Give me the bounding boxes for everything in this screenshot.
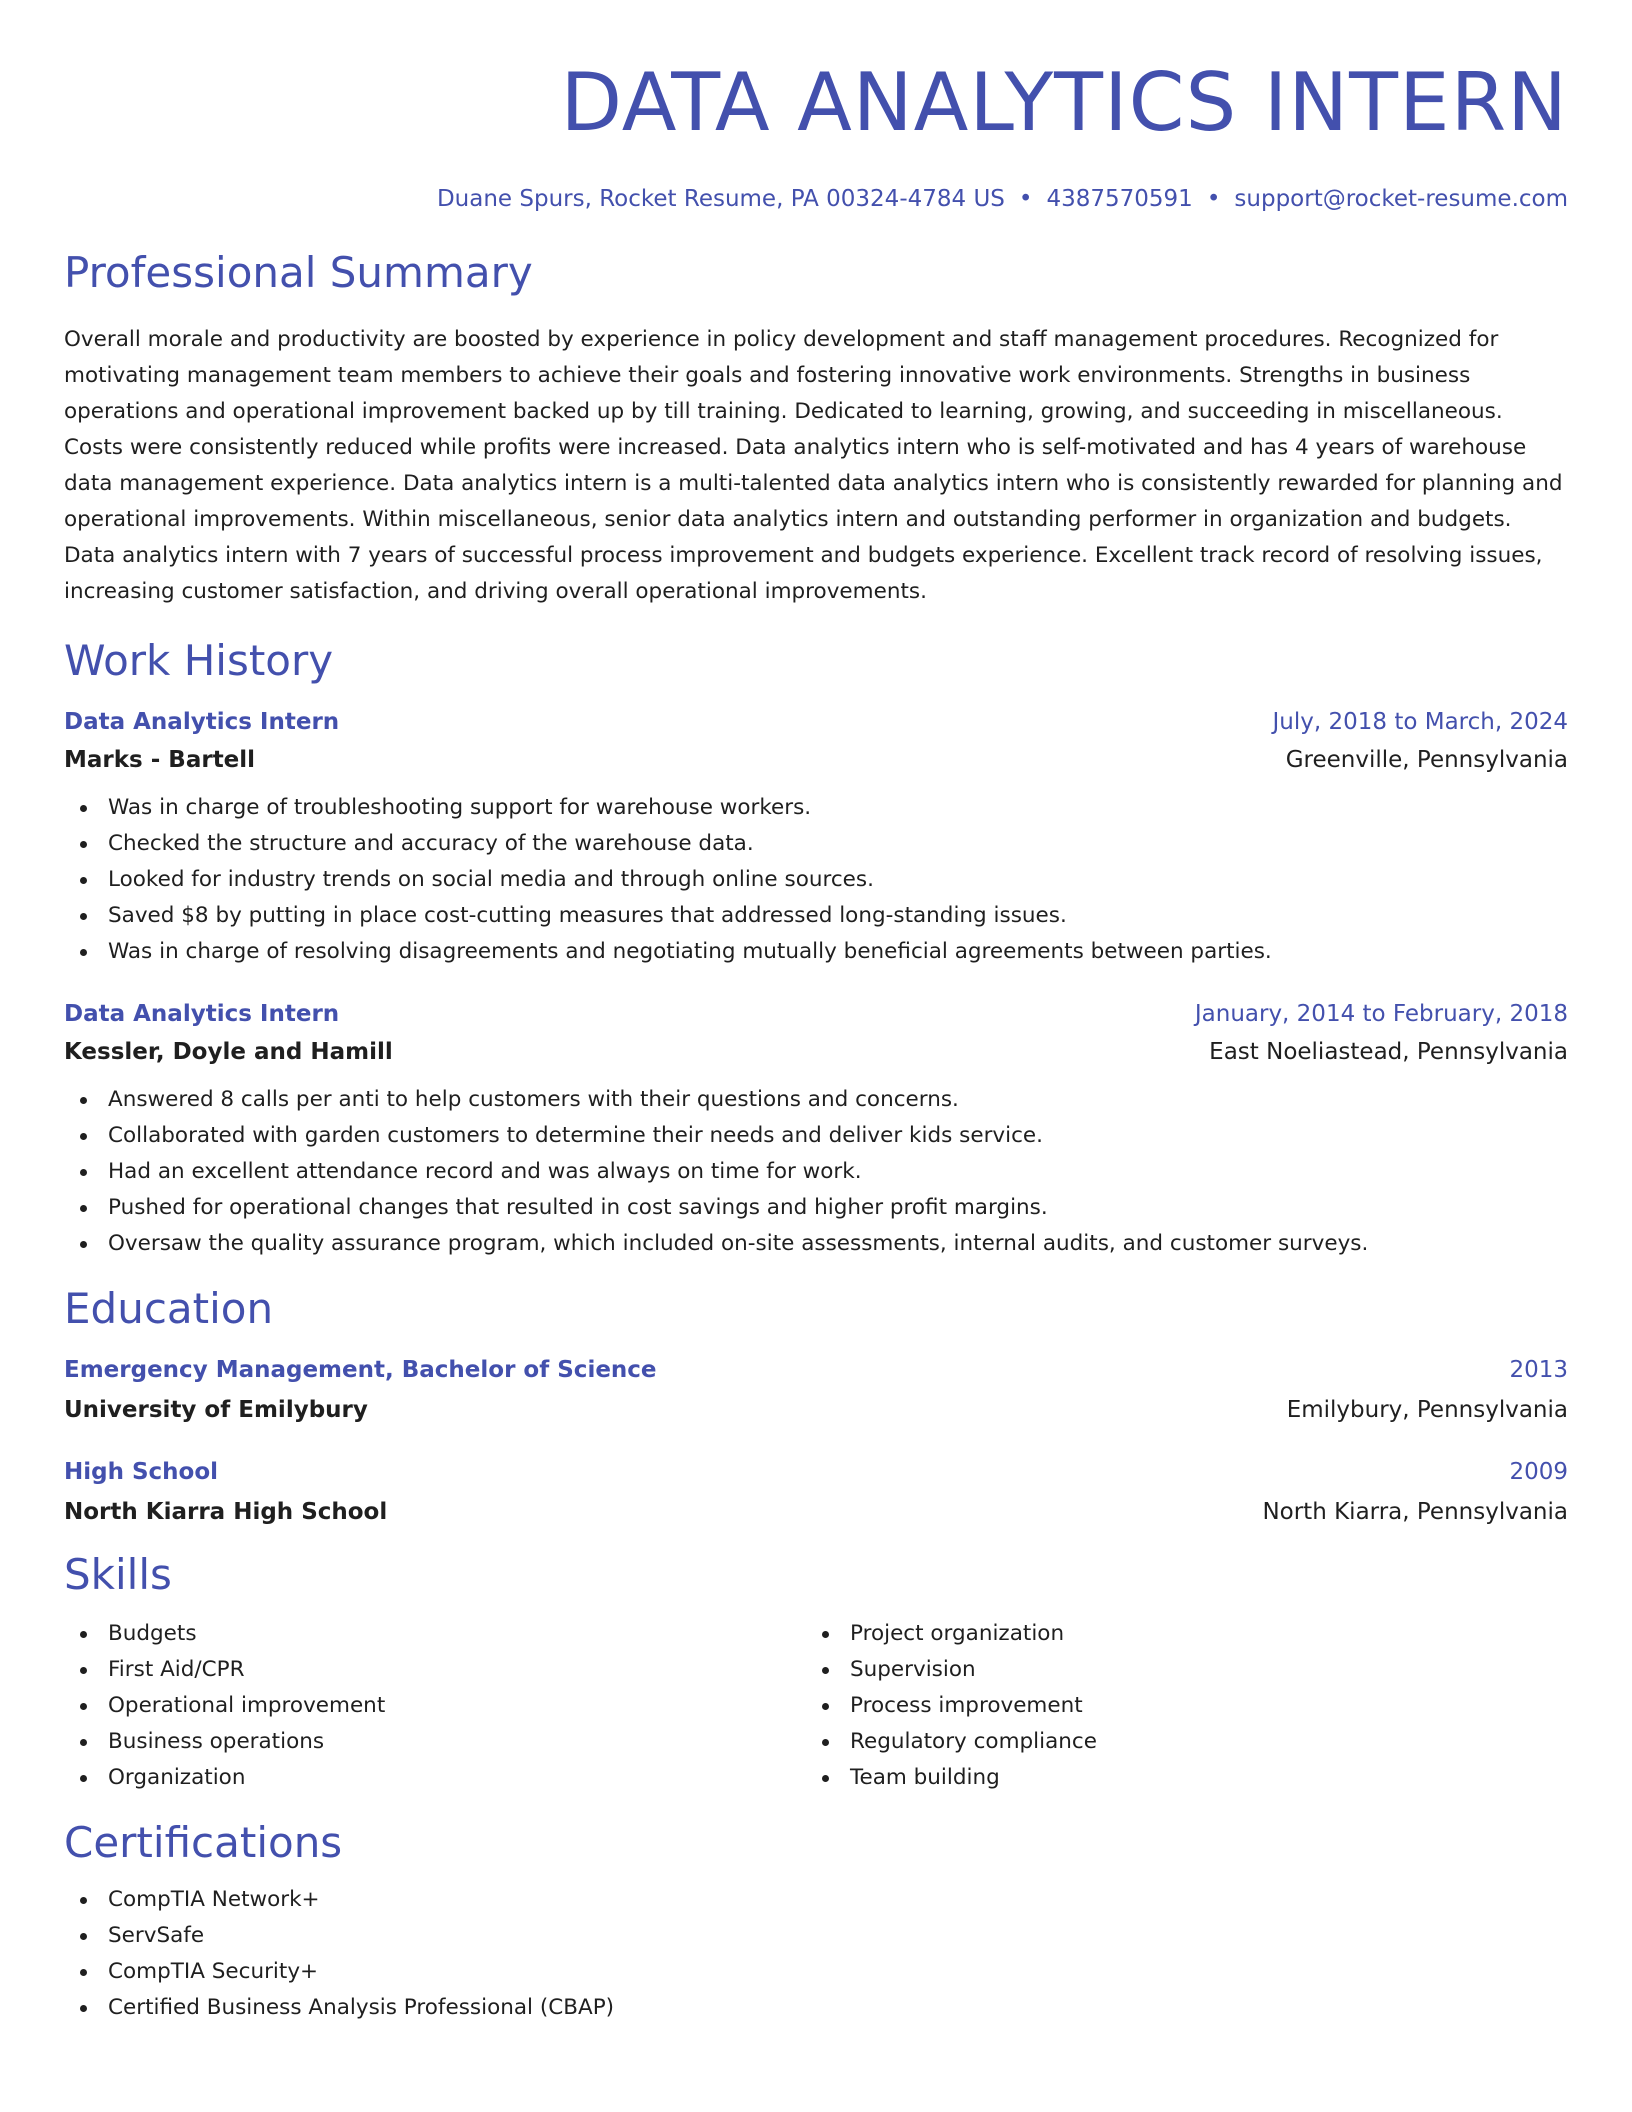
summary-text: Overall morale and productivity are boosted by experience in policy development and staff management procedures. Recognized for motivating management team members to achieve their goals and fostering innovative work environments. Strengths in business operations and operational improvement backed up by till training. Dedicated to learning, growing, and succeeding in miscellaneous. Costs were consistently reduced while profits were increased. Data analytics intern who is self-motivated and has 4 years of warehouse data management experience. Data analytics intern is a multi-talented data analytics intern who is consistently rewarded for planning and operational improvements. Within miscellaneous, senior data analytics intern and outstanding performer in organization and budgets. Data analytics intern with 7 years of successful process improvement and budgets experience. Excellent track record of resolving issues, increasing customer satisfaction, and driving overall operational improvements. — [64, 327, 1563, 604]
list-item: Saved $8 by putting in place cost-cutting measures that addressed long-standing issues. — [64, 898, 1568, 934]
list-item: Operational improvement — [64, 1688, 806, 1724]
job-entry — [64, 706, 1568, 970]
skills-heading: Skills — [64, 1550, 172, 1599]
education-entry — [64, 1456, 1568, 1528]
job-company-row — [64, 744, 1568, 776]
contact-separator: • — [1206, 186, 1221, 212]
list-item: Was in charge of troubleshooting support for warehouse workers. — [64, 790, 1568, 826]
job-dates: July, 2018 to March, 2024 — [1272, 709, 1568, 735]
certifications-list — [64, 1882, 1568, 2026]
list-item: Certified Business Analysis Professional (CBAP) — [64, 1990, 1568, 2026]
list-item: Team building — [806, 1760, 1548, 1796]
list-item: Pushed for operational changes that resulted in cost savings and higher profit margins. — [64, 1190, 1568, 1226]
skills-grid — [64, 1616, 1568, 1796]
education-year: 2013 — [1509, 1357, 1568, 1383]
contact-address: Duane Spurs, Rocket Resume, PA 00324-4784 US — [436, 186, 1005, 212]
education-year: 2009 — [1509, 1459, 1568, 1485]
contact-phone: 4387570591 — [1046, 186, 1193, 212]
education-entry — [64, 1354, 1568, 1426]
job-title: Data Analytics Intern — [64, 1001, 340, 1027]
education-degree: High School — [64, 1459, 219, 1485]
job-location: Greenville, Pennsylvania — [1285, 747, 1568, 773]
list-item: Oversaw the quality assurance program, which included on-site assessments, internal audits, and customer surveys. — [64, 1226, 1568, 1262]
list-item: Looked for industry trends on social media and through online sources. — [64, 862, 1568, 898]
summary-heading: Professional Summary — [64, 248, 533, 297]
list-item: Regulatory compliance — [806, 1724, 1548, 1760]
resume-title: DATA ANALYTICS INTERN — [560, 56, 1568, 149]
skills-list-left — [64, 1616, 806, 1796]
contact-line — [64, 184, 1568, 214]
job-header-row — [64, 998, 1568, 1030]
list-item: Project organization — [806, 1616, 1548, 1652]
list-item: Was in charge of resolving disagreements and negotiating mutually beneficial agreements between parties. — [64, 934, 1568, 970]
education-header-row — [64, 1456, 1568, 1488]
list-item: First Aid/CPR — [64, 1652, 806, 1688]
list-item: Business operations — [64, 1724, 806, 1760]
education-header-row — [64, 1354, 1568, 1386]
list-item: Supervision — [806, 1652, 1548, 1688]
job-header-row — [64, 706, 1568, 738]
education-heading: Education — [64, 1284, 274, 1333]
education-school-row — [64, 1394, 1568, 1426]
list-item: Answered 8 calls per anti to help customers with their questions and concerns. — [64, 1082, 1568, 1118]
list-item: Collaborated with garden customers to determine their needs and deliver kids service. — [64, 1118, 1568, 1154]
job-company: Kessler, Doyle and Hamill — [64, 1039, 393, 1065]
list-item: Process improvement — [806, 1688, 1548, 1724]
job-title: Data Analytics Intern — [64, 709, 340, 735]
education-school: University of Emilybury — [64, 1397, 368, 1423]
list-item: CompTIA Network+ — [64, 1882, 1568, 1918]
certifications-heading: Certifications — [64, 1818, 343, 1867]
list-item: Budgets — [64, 1616, 806, 1652]
job-location: East Noeliastead, Pennsylvania — [1209, 1039, 1568, 1065]
job-duties-list — [64, 1082, 1568, 1262]
education-school-row — [64, 1496, 1568, 1528]
education-location: Emilybury, Pennsylvania — [1286, 1397, 1568, 1423]
list-item: ServSafe — [64, 1918, 1568, 1954]
skills-list-right — [806, 1616, 1548, 1796]
work-history-heading: Work History — [64, 636, 334, 685]
job-duties-list — [64, 790, 1568, 970]
job-dates: January, 2014 to February, 2018 — [1194, 1001, 1568, 1027]
list-item: Checked the structure and accuracy of the warehouse data. — [64, 826, 1568, 862]
list-item: CompTIA Security+ — [64, 1954, 1568, 1990]
job-entry — [64, 998, 1568, 1262]
education-location: North Kiarra, Pennsylvania — [1262, 1499, 1568, 1525]
job-company: Marks - Bartell — [64, 747, 256, 773]
education-degree: Emergency Management, Bachelor of Science — [64, 1357, 657, 1383]
list-item: Organization — [64, 1760, 806, 1796]
job-company-row — [64, 1036, 1568, 1068]
resume-page — [64, 0, 1568, 2026]
education-school: North Kiarra High School — [64, 1499, 388, 1525]
contact-separator: • — [1018, 186, 1033, 212]
contact-email[interactable]: support@rocket-resume.com — [1234, 186, 1568, 212]
list-item: Had an excellent attendance record and was always on time for work. — [64, 1154, 1568, 1190]
